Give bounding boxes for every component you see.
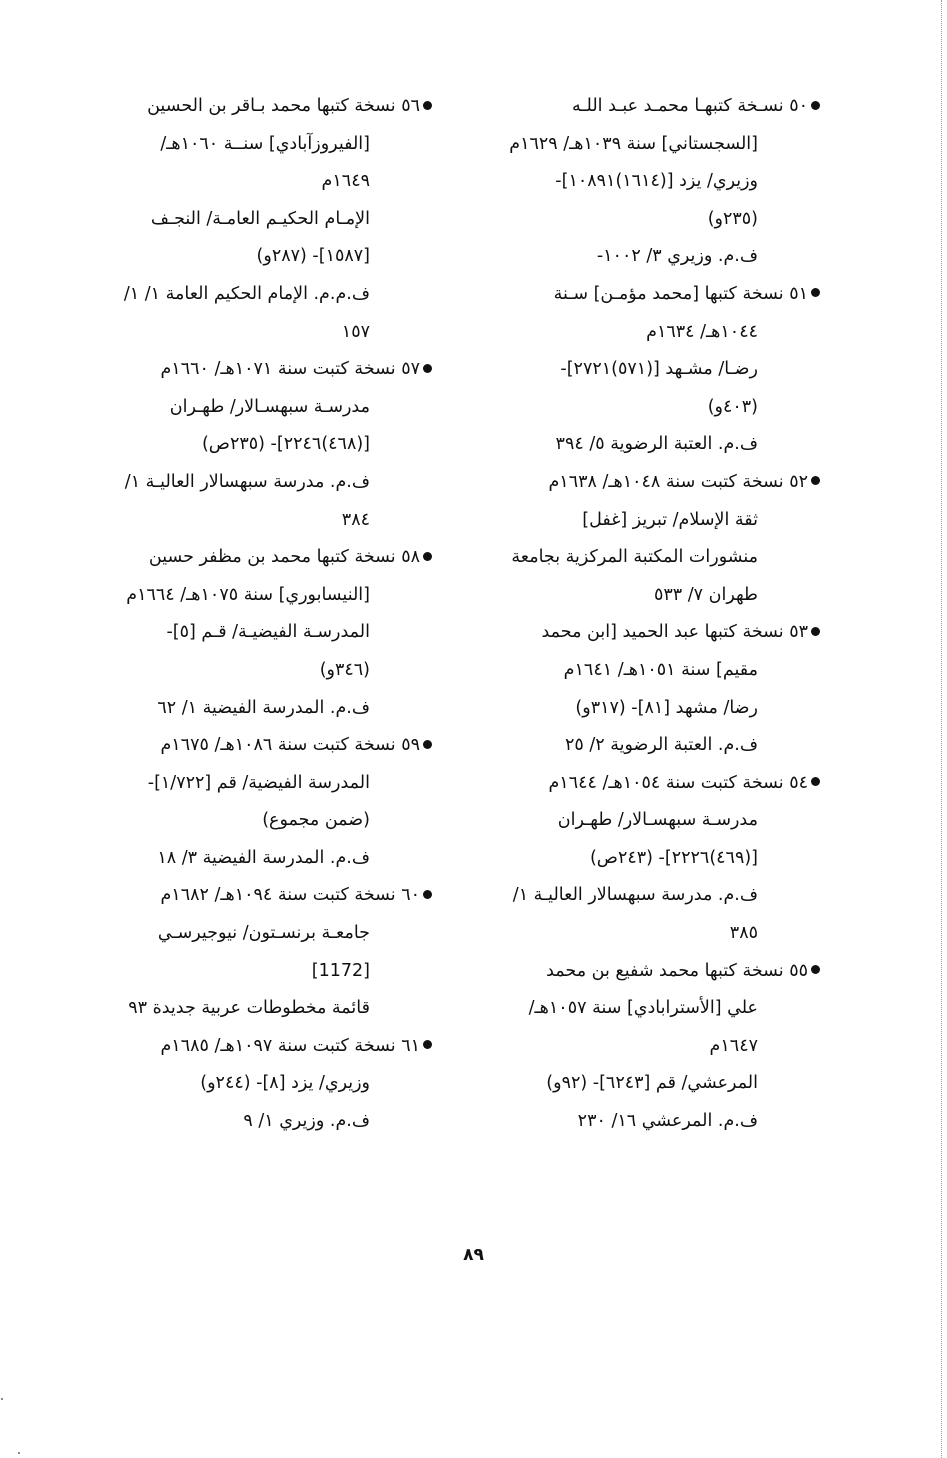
bullet-icon [811,777,820,786]
manuscript-entry [96,351,432,539]
entry-number: ٥٤ [789,772,808,793]
entry-text: نسخة كتبها محمد بـاقر بن الحسين [147,96,396,116]
entry-line [96,1103,432,1141]
entry-text: ٣٨٤ [341,509,370,530]
entry-line [96,426,432,464]
entry-number: ٥٥ [789,960,808,981]
entry-text: [1172] [311,960,370,981]
entry-line [96,1065,432,1103]
entry-text: ١٥٧ [341,321,370,342]
scan-mark [1,1398,3,1400]
fold-guide-line [941,0,942,1458]
entry-text: (ضمن مجموع) [262,810,370,831]
entry-number: ٥١ [789,283,808,304]
entry-number: ٥٨ [401,547,420,568]
entry-text: [النيسابوري] سنة ١٠٧٥هـ/ ١٦٦٤م [126,584,370,605]
entry-line [484,351,820,389]
entry-text: ف.م. المرعشي ١٦/ ٢٣٠ [577,1111,758,1132]
entry-text: رضـا/ مشـهد [(٥٧١)٢٧٢١]- [560,359,758,380]
entry-line [96,765,432,803]
bullet-icon [423,101,432,110]
entry-text: نسخة كتبها محمد بن مظفر حسين [148,547,396,568]
entry-first-line [484,765,820,803]
entry-line [484,1065,820,1103]
entry-text: نسخة كتبت سنة ١٠٩٧هـ/ ١٦٨٥م [160,1035,396,1056]
bullet-icon [423,552,432,561]
entry-line [96,802,432,840]
entry-text: مدرسـة سبهسـالار/ طهـران [169,396,370,417]
bullet-icon [423,1040,432,1049]
entry-line [484,802,820,840]
entry-line [96,126,432,164]
entry-text: ف.م. مدرسة سبهسالار العاليـة ١/ [124,471,370,492]
bullet-icon [423,740,432,749]
entry-line [484,238,820,276]
entry-text: الإمـام الحكيـم العامـة/ النجـف [150,208,370,229]
entry-first-line [96,877,432,915]
entry-text: [(٤٦٨)٢٢٤٦]- (٢٣٥ص) [201,434,370,455]
entry-text: مدرسـة سبهسـالار/ طهـران [557,810,758,831]
entry-first-line [484,614,820,652]
entry-first-line [96,539,432,577]
entry-text: [١٥٨٧]- (٢٨٧و) [256,246,370,267]
entry-first-line [96,88,432,126]
entry-line [484,163,820,201]
entry-text: (٤٠٣و) [707,396,758,417]
entry-line [484,539,820,577]
entry-first-line [96,1028,432,1066]
entry-number: ٥٩ [401,735,420,756]
manuscript-entry [96,539,432,727]
entry-number: ٦٠ [401,885,420,906]
entry-text: ف.م. المدرسة الفيضية ٣/ ١٨ [157,847,370,868]
entry-first-line [96,727,432,765]
entry-number: ٥٢ [789,471,808,492]
entry-line [96,464,432,502]
entry-line [484,990,820,1028]
entry-line [484,577,820,615]
entry-line [96,652,432,690]
entry-text: ف.م. العتبة الرضوية ٢/ ٢٥ [564,735,758,756]
entry-text: نسخة كتبت سنة ١٠٥٤هـ/ ١٦٤٤م [548,772,784,793]
entry-text: نسخة كتبها [محمد مؤمـن] سـنة [553,283,784,304]
manuscript-entry [484,953,820,1141]
entry-line [96,690,432,728]
entry-number: ٥٠ [789,96,808,116]
bullet-icon [811,627,820,636]
entry-line [96,614,432,652]
bullet-icon [811,476,820,485]
entry-text: ف.م. وزيري ١/ ٩ [243,1111,370,1132]
entry-text: [الفيروزآبادي] سنــة ١٠٦٠هـ/ [160,133,370,154]
entry-text: ف.م.م. الإمام الحكيم العامة ١/ ١/ [123,283,370,304]
entry-text: منشورات المكتبة المركزية بجامعة [511,547,758,568]
right-column [484,88,820,1141]
entry-line [484,126,820,164]
entry-text: ف.م. وزيري ٣/ ١٠٠٢- [596,246,758,267]
entry-text: المرعشي/ قم [٦٢٤٣]- (٩٢و) [546,1073,758,1094]
entry-line [484,1028,820,1066]
bullet-icon [811,288,820,297]
entry-line [484,840,820,878]
entry-text: رضا/ مشهد [٨١]- (٣١٧و) [575,697,758,718]
entry-line [96,953,432,991]
manuscript-entry [96,877,432,1027]
entry-line [96,163,432,201]
entry-line [484,727,820,765]
entry-first-line [484,276,820,314]
entry-text: نسخة كتبت سنة ١٠٩٤هـ/ ١٦٨٢م [160,885,396,906]
bullet-icon [811,101,820,110]
entry-text: نسخة كتبت سنة ١٠٤٨هـ/ ١٦٣٨م [548,471,784,492]
entry-line [96,990,432,1028]
entry-text: ١٠٤٤هـ/ ١٦٣٤م [646,321,758,342]
manuscript-entry [484,614,820,764]
manuscript-entry [484,464,820,614]
entry-line [484,201,820,239]
entry-number: ٥٣ [789,622,808,643]
scan-mark [18,1452,20,1454]
entry-line [96,238,432,276]
bullet-icon [811,965,820,974]
entry-text: (٢٣٥و) [707,208,758,229]
entry-line [484,877,820,915]
entry-line [96,389,432,427]
entry-text: نسخة كتبت سنة ١٠٨٦هـ/ ١٦٧٥م [160,735,396,756]
entry-line [96,502,432,540]
left-column [96,88,432,1141]
entry-text: نسخة كتبت سنة ١٠٧١هـ/ ١٦٦٠م [160,359,396,380]
entry-line [96,276,432,314]
entry-text: جامعـة برنسـتون/ نيوجيرسـي [157,923,370,944]
manuscript-entry [96,88,432,351]
entry-text: ف.م. العتبة الرضوية ٥/ ٣٩٤ [555,434,758,455]
entry-line [484,314,820,352]
entry-line [484,652,820,690]
entry-text: طهران ٧/ ٥٣٣ [653,584,758,605]
manuscript-entry [484,88,820,276]
entry-text: ٣٨٥ [729,923,758,944]
entry-line [484,426,820,464]
entry-line [96,915,432,953]
entry-text: ثقة الإسلام/ تبريز [غفل] [582,509,758,530]
page-number: ٨٩ [463,1245,484,1265]
bullet-icon [423,890,432,899]
entry-line [484,690,820,728]
entry-first-line [484,464,820,502]
entry-line [96,314,432,352]
entry-text: [السجستاني] سنة ١٠٣٩هـ/ ١٦٢٩م [509,133,758,154]
entry-line [484,389,820,427]
entry-number: ٦١ [401,1035,420,1056]
entry-text: ف.م. مدرسة سبهسالار العاليـة ١/ [512,885,758,906]
manuscript-entry [484,765,820,953]
manuscript-entry [96,727,432,877]
entry-text: ١٦٤٩م [321,171,370,192]
entry-text: المدرسة الفيضية/ قم [١/٧٢٢]- [147,772,370,793]
entry-line [484,915,820,953]
entry-text: المدرسـة الفيضيـة/ قـم [٥]- [166,622,370,643]
entry-text: ١٦٤٧م [709,1035,758,1056]
entry-text: قائمة مخطوطات عربية جديدة ٩٣ [128,998,370,1019]
entry-text: وزيري/ يزد [(١٦١٤)١٠٨٩١]- [555,171,758,192]
entry-text: نسخة كتبها عبد الحميد [ابن محمد [541,622,784,643]
entry-text: نسخة كتبها محمد شفيع بن محمد [546,960,784,981]
entry-number: ٥٧ [401,359,420,380]
entry-line [484,1103,820,1141]
entry-text: [(٤٦٩)٢٢٢٦]- (٢٤٣ص) [589,847,758,868]
entry-text: ف.م. المدرسة الفيضية ١/ ٦٢ [157,697,370,718]
entry-first-line [96,351,432,389]
entry-first-line [484,953,820,991]
entry-line [96,840,432,878]
manuscript-entry [96,1028,432,1141]
entry-line [96,577,432,615]
manuscript-entry [484,276,820,464]
entry-first-line [484,88,820,126]
entry-text: نسـخة كتبهـا محمـد عبـد اللـه [572,96,784,116]
entry-line [96,201,432,239]
entry-number: ٥٦ [401,96,420,116]
entry-line [484,502,820,540]
entry-text: علي [الأسترابادي] سنة ١٠٥٧هـ/ [528,998,758,1019]
entry-text: مقيم] سنة ١٠٥١هـ/ ١٦٤١م [563,659,758,680]
entry-text: وزيري/ يزد [٨]- (٢٤٤و) [200,1073,370,1094]
entry-text: (٣٤٦و) [319,659,370,680]
bullet-icon [423,364,432,373]
